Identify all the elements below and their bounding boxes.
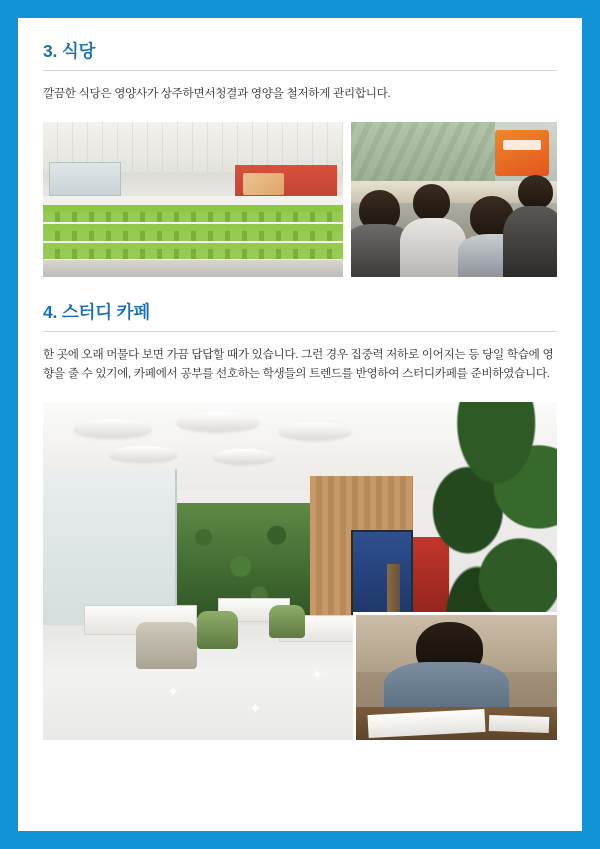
section-3-title: 3. 식당 <box>43 41 96 61</box>
study-chair-2 <box>197 611 238 648</box>
ceiling-disc-2 <box>177 412 259 431</box>
dining-person-head-4 <box>518 175 553 209</box>
students-dining-photo <box>351 122 557 277</box>
floor-sparkle-1: ✦ <box>310 667 324 685</box>
section-cafeteria <box>43 42 557 277</box>
dining-person-body-4 <box>503 206 557 277</box>
dining-person-body-2 <box>400 218 466 277</box>
page-content <box>43 42 557 740</box>
ceiling-disc-4 <box>110 446 177 461</box>
section-3-photo-row <box>43 122 557 277</box>
floor-sparkle-2: ✦ <box>248 701 262 719</box>
cafeteria-chair-row-1 <box>43 212 343 222</box>
study-chair-1 <box>136 622 198 669</box>
inset-second-book <box>488 715 549 733</box>
dining-wall-mural <box>351 122 495 184</box>
section-study-cafe <box>43 303 557 740</box>
dining-food-poster <box>495 130 549 177</box>
section-4-title: 4. 스터디 카페 <box>43 302 151 323</box>
cafeteria-chair-row-3 <box>43 249 343 259</box>
cafeteria-chair-row-2 <box>43 231 343 241</box>
cafeteria-floor <box>43 260 343 277</box>
cafeteria-hall-photo <box>43 122 343 277</box>
section-3-divider <box>43 70 557 71</box>
section-4-body: 한 곳에 오래 머물다 보면 가끔 답답할 때가 있습니다. 그런 경우 집중력 저하로 이어지는 등 당일 학습에 영향을 줄 수 있기에, 카페에서 공부를 선호하는 학생들의 트렌드를 반영하여 스터디카페를 준비하였습니다. <box>43 348 554 381</box>
study-cafe-interior-photo <box>43 402 557 740</box>
study-chair-3 <box>269 605 305 639</box>
ceiling-disc-1 <box>74 419 151 438</box>
floor-sparkle-3: ✦ <box>166 684 180 702</box>
student-writing-inset-photo <box>353 612 557 740</box>
study-glass-partition <box>43 469 177 624</box>
section-3-body: 깔끔한 식당은 영양사가 상주하면서청결과 영양을 철저하게 관리합니다. <box>43 87 391 101</box>
dining-person-head-2 <box>413 184 450 221</box>
document-page <box>18 18 582 831</box>
cafeteria-window <box>49 162 121 196</box>
section-4-divider <box>43 331 557 332</box>
